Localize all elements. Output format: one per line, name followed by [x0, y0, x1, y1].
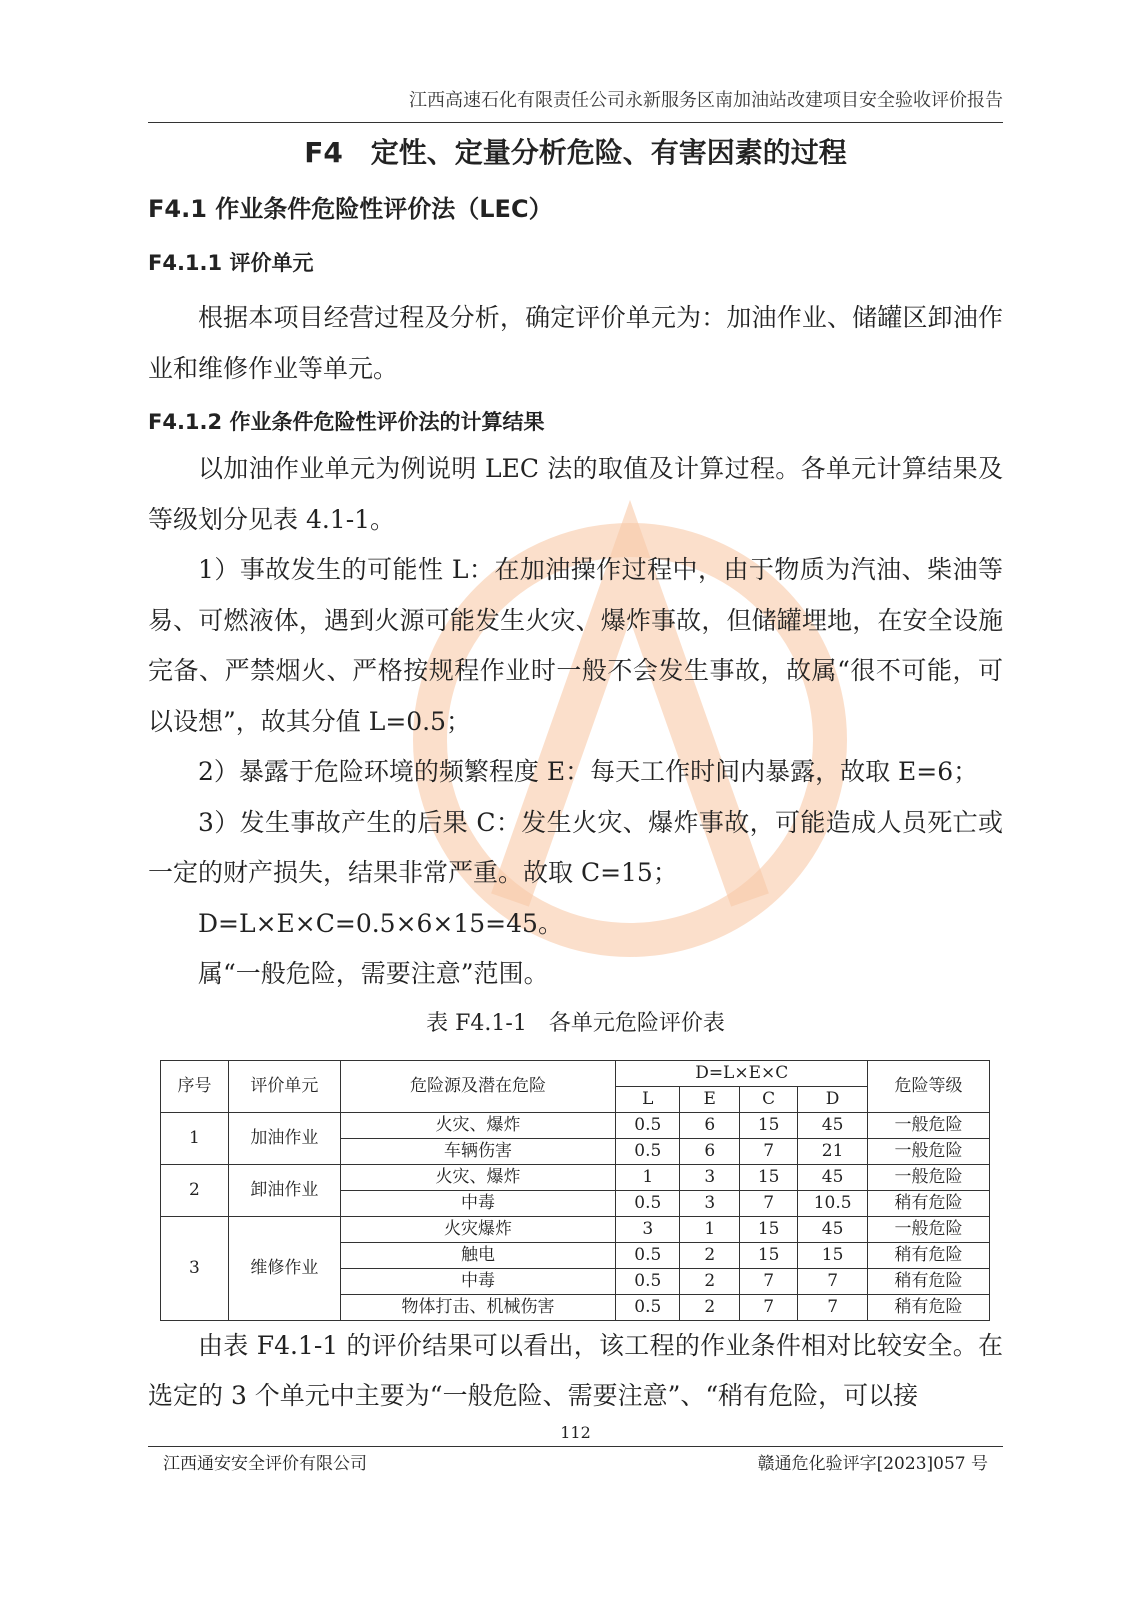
cell-C: 15	[740, 1242, 798, 1268]
header-level: 危险等级	[868, 1060, 990, 1112]
cell-seq: 2	[161, 1164, 229, 1216]
cell-E: 6	[680, 1138, 740, 1164]
cell-L: 0.5	[616, 1268, 680, 1294]
footer-doc-number: 赣通危化验评字[2023]057 号	[757, 1453, 988, 1474]
cell-E: 6	[680, 1112, 740, 1138]
cell-D: 7	[798, 1268, 868, 1294]
cell-level: 稍有危险	[868, 1268, 990, 1294]
cell-level: 稍有危险	[868, 1190, 990, 1216]
cell-L: 0.5	[616, 1242, 680, 1268]
cell-unit: 卸油作业	[228, 1164, 340, 1216]
cell-E: 3	[680, 1190, 740, 1216]
cell-D: 7	[798, 1294, 868, 1320]
running-header: 江西高速石化有限责任公司永新服务区南加油站改建项目安全验收评价报告	[409, 90, 1003, 111]
cell-C: 15	[740, 1216, 798, 1242]
table-row	[161, 1112, 990, 1138]
paragraph-C: 3）发生事故产生的后果 C：发生火灾、爆炸事故，可能造成人员死亡或一定的财产损失，结果非常严重。故取 C=15；	[148, 807, 1003, 887]
cell-unit: 加油作业	[228, 1112, 340, 1164]
cell-hazard: 物体打击、机械伤害	[340, 1294, 616, 1320]
cell-hazard: 火灾爆炸	[340, 1216, 616, 1242]
cell-seq: 3	[161, 1216, 229, 1320]
header-E: E	[680, 1086, 740, 1112]
cell-level: 一般危险	[868, 1216, 990, 1242]
cell-D: 15	[798, 1242, 868, 1268]
cell-E: 1	[680, 1216, 740, 1242]
header-L: L	[616, 1086, 680, 1112]
paragraph-range: 属“一般危险，需要注意”范围。	[198, 959, 549, 988]
paragraph-intro: 以加油作业单元为例说明 LEC 法的取值及计算过程。各单元计算结果及等级划分见表 4.1-1。	[148, 454, 1003, 534]
cell-hazard: 触电	[340, 1242, 616, 1268]
cell-L: 0.5	[616, 1138, 680, 1164]
cell-L: 0.5	[616, 1112, 680, 1138]
cell-hazard: 火灾、爆炸	[340, 1164, 616, 1190]
header-formula: D=L×E×C	[616, 1060, 868, 1086]
cell-L: 3	[616, 1216, 680, 1242]
cell-L: 1	[616, 1164, 680, 1190]
header-rule	[148, 122, 1003, 123]
cell-hazard: 车辆伤害	[340, 1138, 616, 1164]
paragraph-E: 2）暴露于危险环境的频繁程度 E：每天工作时间内暴露，故取 E=6；	[198, 757, 979, 786]
header-D: D	[798, 1086, 868, 1112]
header-seq: 序号	[161, 1060, 229, 1112]
chapter-title: F4 定性、定量分析危险、有害因素的过程	[304, 136, 847, 169]
cell-level: 稍有危险	[868, 1294, 990, 1320]
cell-C: 7	[740, 1294, 798, 1320]
cell-unit: 维修作业	[228, 1216, 340, 1320]
cell-C: 15	[740, 1112, 798, 1138]
cell-C: 7	[740, 1138, 798, 1164]
table-row	[161, 1164, 990, 1190]
page-number: 112	[560, 1422, 591, 1442]
cell-level: 稍有危险	[868, 1242, 990, 1268]
cell-L: 0.5	[616, 1294, 680, 1320]
cell-hazard: 中毒	[340, 1190, 616, 1216]
cell-D: 10.5	[798, 1190, 868, 1216]
cell-hazard: 火灾、爆炸	[340, 1112, 616, 1138]
subsection-title-2: F4.1.2 作业条件危险性评价法的计算结果	[148, 410, 545, 434]
footer-company: 江西通安安全评价有限公司	[163, 1453, 367, 1474]
cell-level: 一般危险	[868, 1138, 990, 1164]
cell-D: 21	[798, 1138, 868, 1164]
cell-level: 一般危险	[868, 1164, 990, 1190]
header-C: C	[740, 1086, 798, 1112]
cell-D: 45	[798, 1112, 868, 1138]
paragraph-units: 根据本项目经营过程及分析，确定评价单元为：加油作业、储罐区卸油作业和维修作业等单元。	[148, 303, 1003, 383]
cell-E: 3	[680, 1164, 740, 1190]
cell-E: 2	[680, 1242, 740, 1268]
header-unit: 评价单元	[228, 1060, 340, 1112]
paragraph-L: 1）事故发生的可能性 L：在加油操作过程中，由于物质为汽油、柴油等易、可燃液体，遇到火源可能发生火灾、爆炸事故，但储罐埋地，在安全设施完备、严禁烟火、严格按规程作业时一般不会发生事故，故属“很不可能，可以设想”，故其分值 L=0.5；	[148, 555, 1003, 736]
cell-D: 45	[798, 1164, 868, 1190]
cell-E: 2	[680, 1294, 740, 1320]
footer	[148, 1451, 1003, 1477]
table-caption: 表 F4.1-1 各单元危险评价表	[426, 1010, 725, 1036]
section-title: F4.1 作业条件危险性评价法（LEC）	[148, 195, 553, 223]
subsection-title-1: F4.1.1 评价单元	[148, 251, 314, 275]
cell-C: 15	[740, 1164, 798, 1190]
cell-level: 一般危险	[868, 1112, 990, 1138]
cell-E: 2	[680, 1268, 740, 1294]
header-hazard: 危险源及潜在危险	[340, 1060, 616, 1112]
cell-D: 45	[798, 1216, 868, 1242]
cell-C: 7	[740, 1190, 798, 1216]
cell-seq: 1	[161, 1112, 229, 1164]
footer-rule	[148, 1446, 1003, 1447]
cell-hazard: 中毒	[340, 1268, 616, 1294]
table-row	[161, 1216, 990, 1242]
paragraph-D: D=L×E×C=0.5×6×15=45。	[198, 908, 563, 938]
cell-L: 0.5	[616, 1190, 680, 1216]
cell-C: 7	[740, 1268, 798, 1294]
paragraph-conclusion: 由表 F4.1-1 的评价结果可以看出，该工程的作业条件相对比较安全。在选定的 3 个单元中主要为“一般危险、需要注意”、“稍有危险，可以接	[148, 1330, 1003, 1410]
risk-evaluation-table	[160, 1060, 990, 1321]
